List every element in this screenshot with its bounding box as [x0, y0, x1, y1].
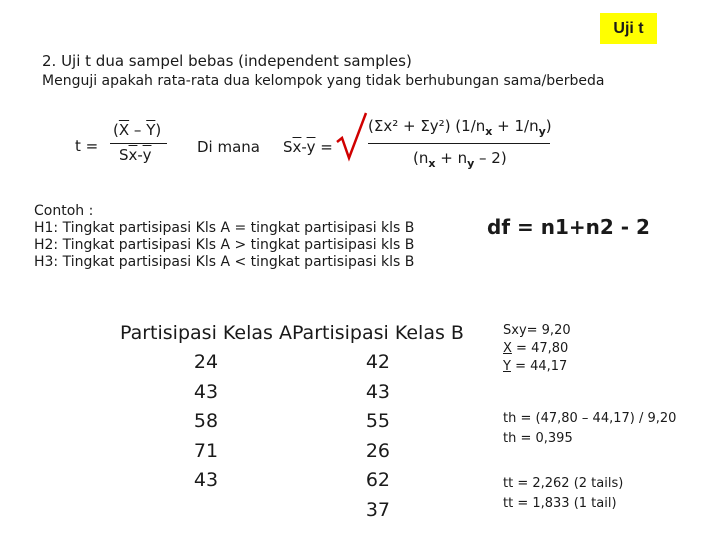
t-fraction-line [110, 143, 167, 144]
hypothesis-h1: H1: Tingkat partisipasi Kls A = tingkat partisipasi kls B [34, 220, 415, 236]
mean-x: $\overline{X}$ [118, 121, 130, 139]
x-bar: $\overline{x}$ [292, 138, 302, 156]
table-cell: 42 [365, 351, 391, 374]
close-paren: ) [545, 117, 552, 135]
x-label: X [503, 341, 512, 356]
table-cell: 37 [365, 498, 391, 521]
y-value: = 44,17 [510, 359, 568, 374]
subscript-x: x [485, 125, 493, 138]
sxy-value: Sxy= 9,20 [503, 323, 571, 338]
table-cell: 58 [193, 410, 219, 433]
table-cell: 55 [365, 410, 391, 433]
hypothesis-h3: H3: Tingkat partisipasi Kls A < tingkat partisipasi kls B [34, 254, 415, 270]
sqrt-fraction-line [368, 143, 550, 144]
x-bar: $\overline{x}$ [128, 146, 138, 164]
s-symbol: S [119, 146, 129, 164]
th-formula: th = (47,80 – 44,17) / 9,20 [503, 411, 677, 426]
sqrt-denominator [413, 149, 507, 170]
table-cell [120, 495, 292, 525]
hypothesis-h2: H2: Tingkat partisipasi Kls A > tingkat partisipasi kls B [34, 237, 415, 253]
table-cell: 26 [365, 439, 391, 462]
table-cell: 43 [365, 380, 391, 403]
mean-y: $\overline{Y}$ [146, 121, 156, 139]
t-label: t = [75, 137, 99, 155]
table-cell: 71 [193, 439, 219, 462]
table-row [120, 495, 464, 525]
minus-two: – 2) [474, 149, 507, 167]
table-cell: 62 [365, 469, 391, 492]
table-row [120, 377, 464, 407]
table-cell: 24 [193, 351, 219, 374]
example-block [34, 203, 414, 271]
equals-sign: = [320, 138, 333, 156]
example-heading: Contoh : [34, 203, 94, 219]
dash: - [137, 146, 143, 164]
t-hitung-block [503, 409, 676, 449]
dash: - [301, 138, 307, 156]
t-tabel-block [503, 474, 623, 514]
s-symbol: S [283, 138, 293, 156]
sum-squares: (Σx² + Σy²) (1/n [368, 117, 486, 135]
di-mana-label: Di mana [197, 138, 260, 156]
plus-n: + n [435, 149, 468, 167]
y-bar: $\overline{y}$ [306, 138, 316, 156]
y-bar: $\overline{y}$ [142, 146, 152, 164]
subscript-y: y [467, 157, 475, 170]
section-title: 2. Uji t dua sampel bebas (independent samples) [42, 52, 412, 70]
data-table [120, 318, 464, 525]
section-subtitle: Menguji apakah rata-rata dua kelompok yang tidak berhubungan sama/berbeda [42, 73, 605, 89]
subscript-x: x [428, 157, 436, 170]
plus-term: + 1/n [492, 117, 539, 135]
column-header: Partisipasi Kelas A [120, 321, 292, 344]
table-cell: 43 [193, 380, 219, 403]
t-denominator [119, 146, 151, 164]
tt-one-tail: tt = 1,833 (1 tail) [503, 496, 617, 511]
mean-x-value [503, 340, 571, 358]
x-value: = 47,80 [511, 341, 569, 356]
table-row [120, 407, 464, 437]
mean-stats [503, 322, 571, 376]
table-row [120, 466, 464, 496]
table-row [120, 436, 464, 466]
table-cell: 43 [193, 469, 219, 492]
tt-two-tails: tt = 2,262 (2 tails) [503, 476, 624, 491]
sqrt-numerator [368, 117, 552, 138]
minus-sign: – [133, 121, 142, 139]
subscript-y: y [538, 125, 546, 138]
th-value: th = 0,395 [503, 431, 573, 446]
t-numerator: $(\overline{X} - \overline{Y})$ [113, 121, 162, 139]
sxy-lhs [283, 138, 333, 156]
column-header: Partisipasi Kelas B [291, 321, 464, 344]
table-header-row [120, 318, 464, 348]
uji-t-badge: Uji t [600, 13, 657, 44]
sqrt-radical-icon [336, 110, 370, 162]
y-label: Y [503, 359, 511, 374]
table-row [120, 348, 464, 378]
mean-y-value [503, 358, 571, 376]
df-formula: df = n1+n2 - 2 [487, 215, 650, 239]
open-n: (n [413, 149, 429, 167]
